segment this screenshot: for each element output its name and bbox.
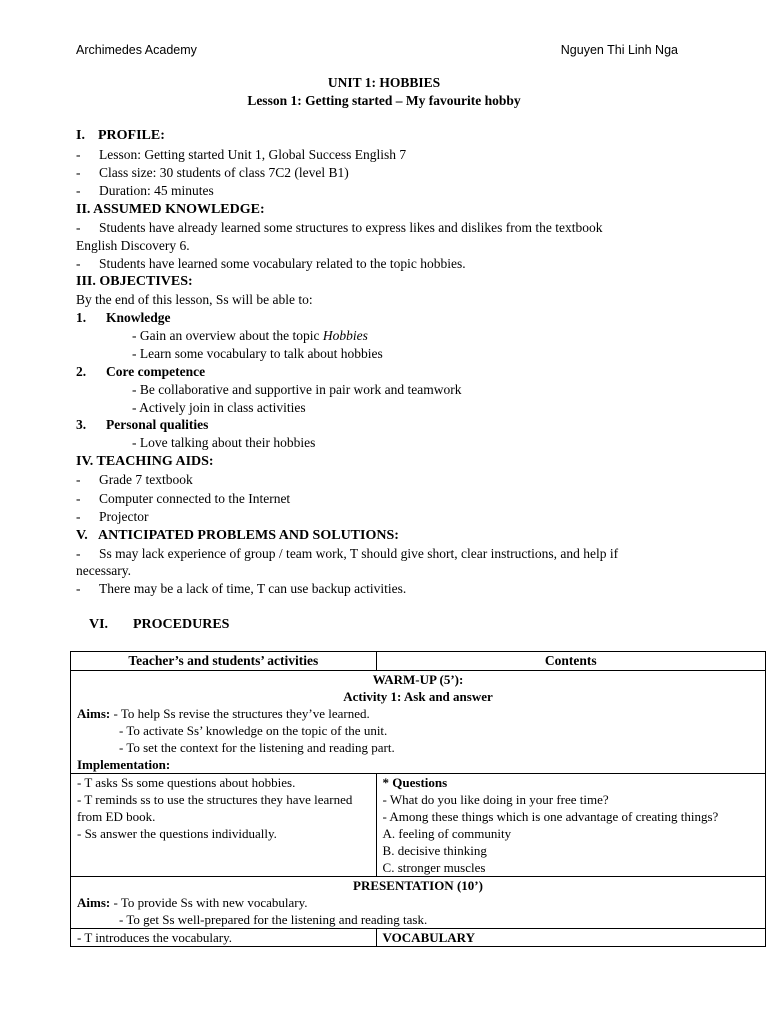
competence-item: - Be collaborative and supportive in pair work and teamwork — [132, 382, 462, 397]
aids-item: - Grade 7 textbook — [76, 472, 193, 487]
teacher-activities-cell — [71, 774, 377, 877]
table-header-row — [71, 652, 766, 671]
unit-title: UNIT 1: HOBBIES — [327, 75, 441, 90]
aims-line: - To set the context for the listening and reading part. — [119, 740, 395, 755]
knowledge-heading: 1. Knowledge — [76, 310, 171, 325]
warmup-cell — [71, 671, 766, 774]
answer-option: C. stronger muscles — [382, 860, 486, 875]
section-aids-heading: IV. TEACHING AIDS: — [76, 454, 214, 469]
competence-heading: 2. Core competence — [76, 364, 206, 379]
warmup-aims-row — [71, 671, 766, 774]
profile-item: - Lesson: Getting started Unit 1, Global Success English 7 — [76, 147, 407, 162]
presentation-cell — [71, 877, 766, 929]
problems-item-cont: necessary. — [76, 563, 131, 578]
section-assumed-heading: II. ASSUMED KNOWLEDGE: — [76, 202, 265, 217]
aims-line: - To activate Ss’ knowledge on the topic of the unit. — [119, 723, 388, 738]
answer-option: A. feeling of community — [382, 826, 512, 841]
activity-heading: Activity 1: Ask and answer — [343, 689, 493, 704]
procedures-table — [70, 651, 766, 947]
question-line: - Among these things which is one advantage of creating things? — [382, 809, 719, 824]
section-procedures-heading: VI. PROCEDURES — [89, 617, 230, 632]
aims-line: Aims: - To help Ss revise the structures they’ve learned. — [77, 706, 370, 721]
column-header-contents: Contents — [376, 652, 765, 671]
section-problems-heading: V. ANTICIPATED PROBLEMS AND SOLUTIONS: — [76, 528, 399, 543]
activity-line: - T asks Ss some questions about hobbies. — [77, 775, 296, 790]
implementation-label: Implementation: — [77, 757, 171, 772]
aims-line: Aims: - To provide Ss with new vocabulary. — [77, 895, 308, 910]
section-profile-heading: I. PROFILE: — [76, 128, 165, 143]
author-name: Nguyen Thi Linh Nga — [560, 43, 678, 57]
question-line: - What do you like doing in your free time? — [382, 792, 609, 807]
vocabulary-heading: VOCABULARY — [376, 929, 765, 947]
qualities-item: - Love talking about their hobbies — [132, 435, 316, 450]
problems-item: - There may be a lack of time, T can use backup activities. — [76, 581, 407, 596]
profile-item: - Duration: 45 minutes — [76, 183, 214, 198]
objectives-intro: By the end of this lesson, Ss will be able to: — [76, 292, 313, 307]
questions-heading: * Questions — [382, 775, 448, 790]
contents-cell — [376, 774, 765, 877]
presentation-heading: PRESENTATION (10’) — [353, 878, 483, 893]
aids-item: - Computer connected to the Internet — [76, 491, 291, 506]
lesson-title: Lesson 1: Getting started – My favourite hobby — [247, 93, 521, 108]
section-objectives-heading: III. OBJECTIVES: — [76, 274, 193, 289]
assumed-item: - Students have learned some vocabulary related to the topic hobbies. — [76, 256, 466, 271]
activity-line: - T reminds ss to use the structures they have learned from ED book. — [77, 792, 353, 824]
warmup-heading: WARM-UP (5’): — [372, 672, 464, 687]
profile-item: - Class size: 30 students of class 7C2 (level B1) — [76, 165, 349, 180]
teacher-activities-cell: - T introduces the vocabulary. — [71, 929, 377, 947]
table-row — [71, 929, 766, 947]
qualities-heading: 3. Personal qualities — [76, 417, 209, 432]
competence-item: - Actively join in class activities — [132, 400, 306, 415]
column-header-activities: Teacher’s and students’ activities — [71, 652, 377, 671]
aims-line: - To get Ss well-prepared for the listening and reading task. — [119, 912, 428, 927]
school-name: Archimedes Academy — [76, 43, 197, 57]
knowledge-item: - Gain an overview about the topic Hobbies — [132, 328, 368, 343]
problems-item: - Ss may lack experience of group / team work, T should give short, clear instructions, and help if — [76, 546, 619, 561]
assumed-item: - Students have already learned some structures to express likes and dislikes from the textbook — [76, 220, 603, 235]
answer-option: B. decisive thinking — [382, 843, 487, 858]
assumed-item-cont: English Discovery 6. — [76, 238, 190, 253]
aids-item: - Projector — [76, 509, 149, 524]
table-row — [71, 774, 766, 877]
presentation-aims-row — [71, 877, 766, 929]
knowledge-item: - Learn some vocabulary to talk about hobbies — [132, 346, 383, 361]
activity-line: - Ss answer the questions individually. — [77, 826, 277, 841]
